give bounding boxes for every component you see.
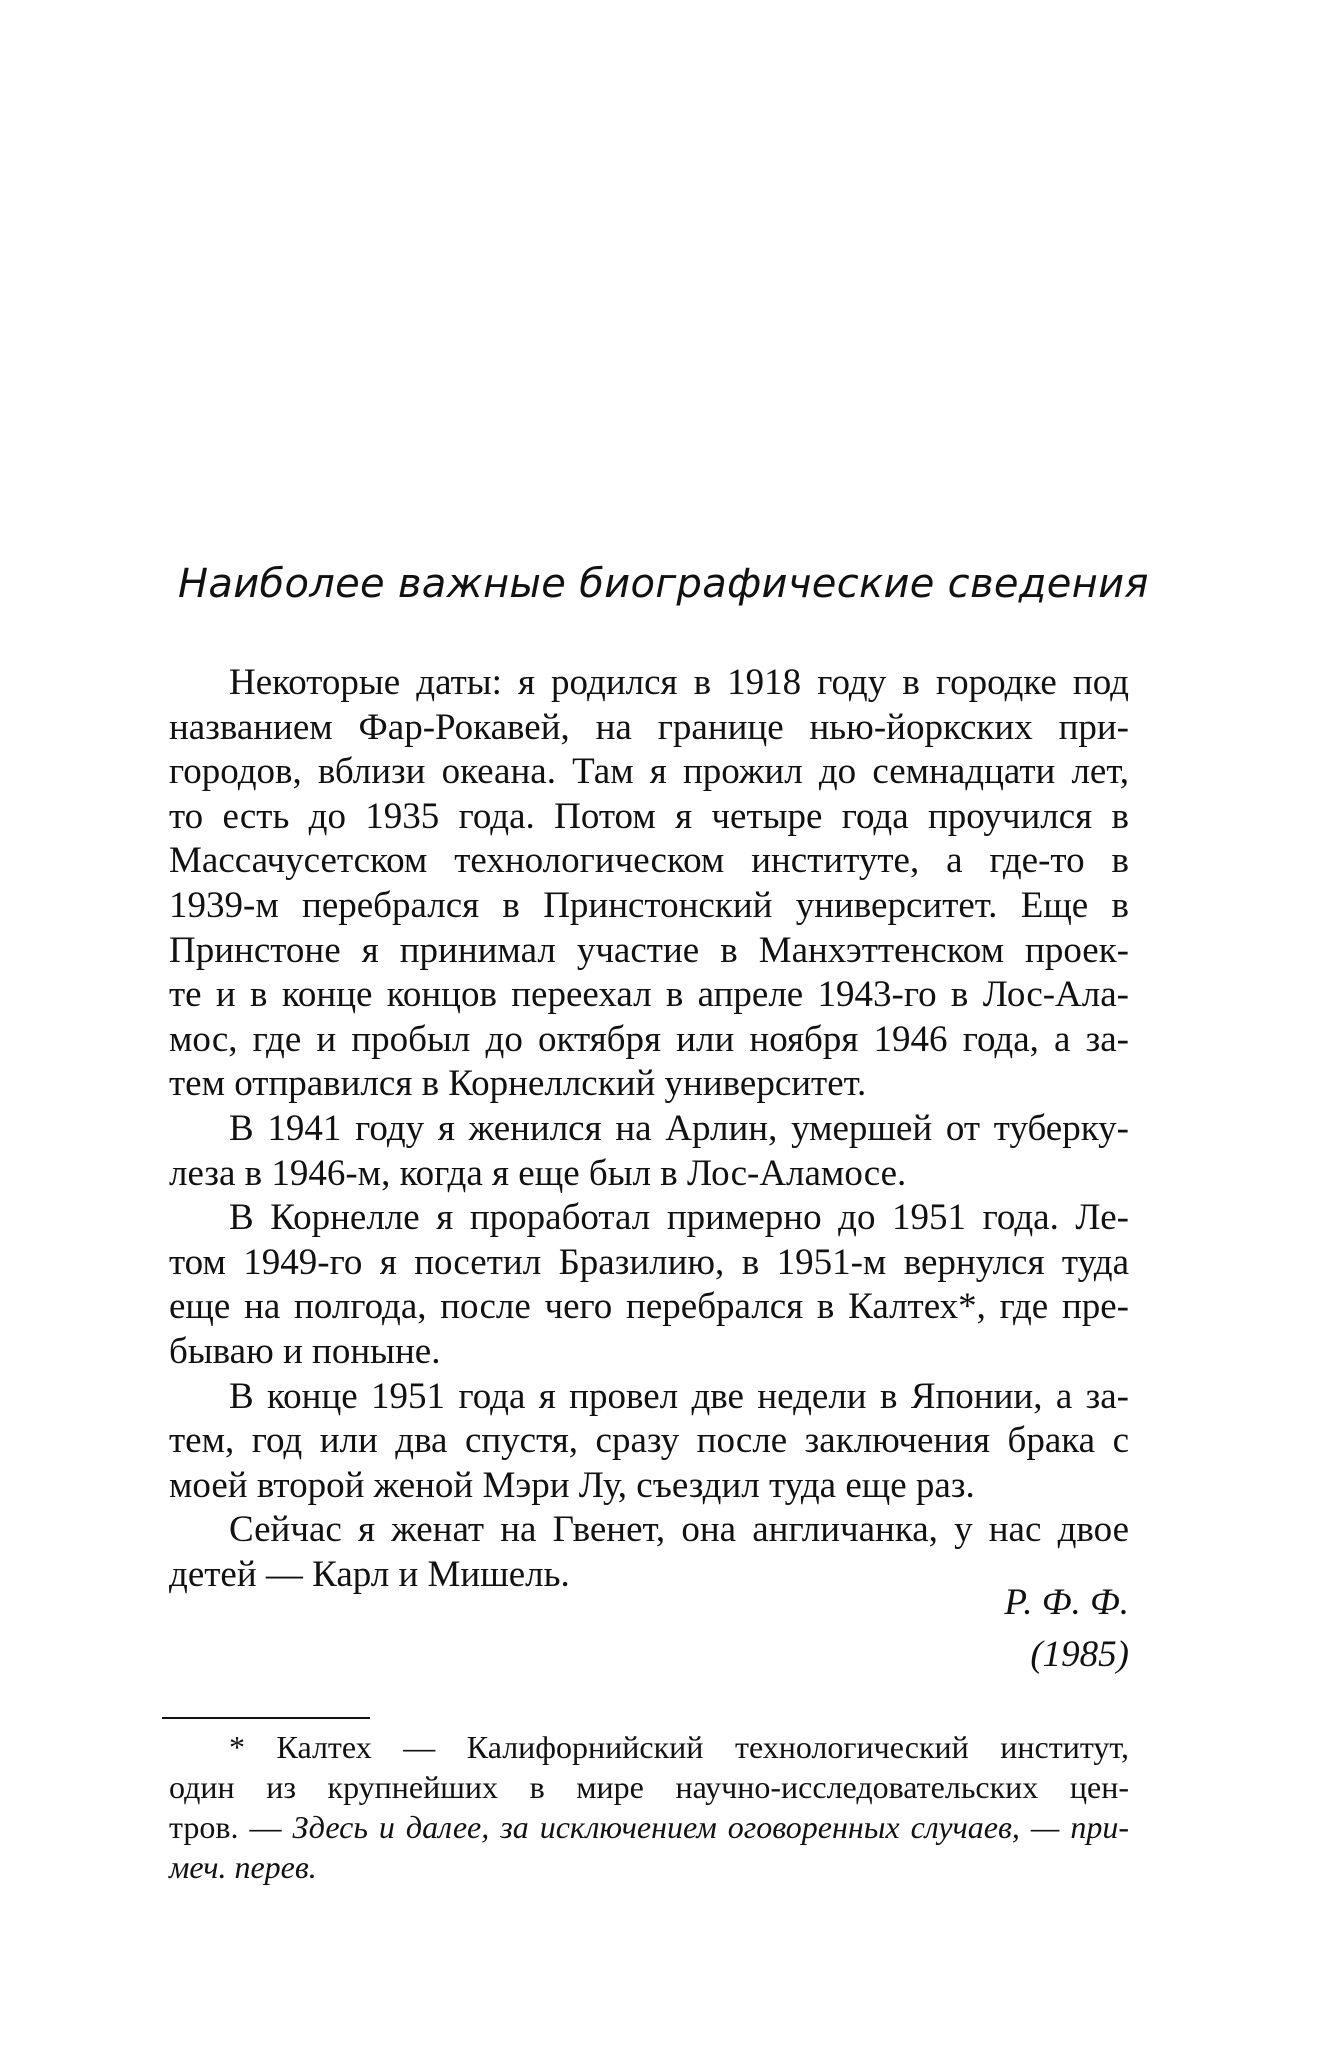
- signature-year: (1985): [1030, 1634, 1129, 1675]
- text-line: бываю и поныне.: [169, 1330, 441, 1372]
- footnote-text: тров. —: [169, 1809, 293, 1845]
- text-line: мос, где и пробыл до октября или ноября 1946 года, а за-: [169, 1018, 1129, 1060]
- text-line: В 1941 году я женился на Арлин, умершей от туберку-: [229, 1107, 1129, 1149]
- author-signature: [1004, 1577, 1129, 1681]
- text-line: леза в 1946-м, когда я еще был в Лос-Аламосе.: [169, 1152, 907, 1194]
- footnote-line: один из крупнейших в мире научно-исследовательских цен-: [169, 1769, 1129, 1805]
- text-line: те и в конце концов переехал в апреле 1943-го в Лос-Ала-: [169, 974, 1129, 1016]
- text-line: то есть до 1935 года. Потом я четыре года проучился в: [169, 795, 1129, 837]
- text-line: городов, вблизи океана. Там я прожил до семнадцати лет,: [169, 751, 1129, 793]
- text-line: Принстоне я принимал участие в Манхэттенском проек-: [169, 929, 1129, 971]
- text-line: тем отправился в Корнеллский университет.: [169, 1063, 867, 1105]
- footnote-note-italic: Здесь и далее, за исключением оговоренных случаев, — при-: [292, 1809, 1130, 1845]
- text-line: тем, год или два спустя, сразу после заключения брака с: [169, 1420, 1129, 1462]
- text-line: названием Фар-Рокавей, на границе нью-йоркских при-: [169, 706, 1129, 748]
- footnote-divider: [162, 1717, 370, 1719]
- text-line: еще на полгода, после чего перебрался в Калтех*, где пре-: [169, 1286, 1129, 1328]
- body-text: [169, 661, 1129, 1597]
- footnote: [169, 1727, 1129, 1887]
- signature-initials: Р. Ф. Ф.: [1004, 1582, 1129, 1623]
- text-line: В Корнелле я проработал примерно до 1951 года. Ле-: [229, 1197, 1129, 1239]
- text-line: 1939-м перебрался в Принстонский университет. Еще в: [169, 884, 1129, 926]
- chapter-title: Наиболее важные биографические сведения: [178, 561, 1149, 607]
- text-line: детей — Карл и Мишель.: [169, 1553, 570, 1595]
- text-line: Массачусетском технологическом институте, а где-то в: [169, 840, 1129, 882]
- footnote-line: меч. перев.: [169, 1849, 317, 1885]
- text-line: Сейчас я женат на Гвенет, она англичанка, у нас двое: [229, 1509, 1129, 1551]
- text-line: моей второй женой Мэри Лу, съездил туда еще раз.: [169, 1464, 975, 1506]
- footnote-line: [169, 1807, 1129, 1847]
- footnote-line: * Калтех — Калифорнийский технологический институт,: [229, 1729, 1129, 1765]
- text-line: том 1949-го я посетил Бразилию, в 1951-м вернулся туда: [169, 1241, 1129, 1283]
- text-line: В конце 1951 года я провел две недели в Японии, а за-: [229, 1375, 1129, 1417]
- text-line: Некоторые даты: я родился в 1918 году в городке под: [229, 662, 1129, 703]
